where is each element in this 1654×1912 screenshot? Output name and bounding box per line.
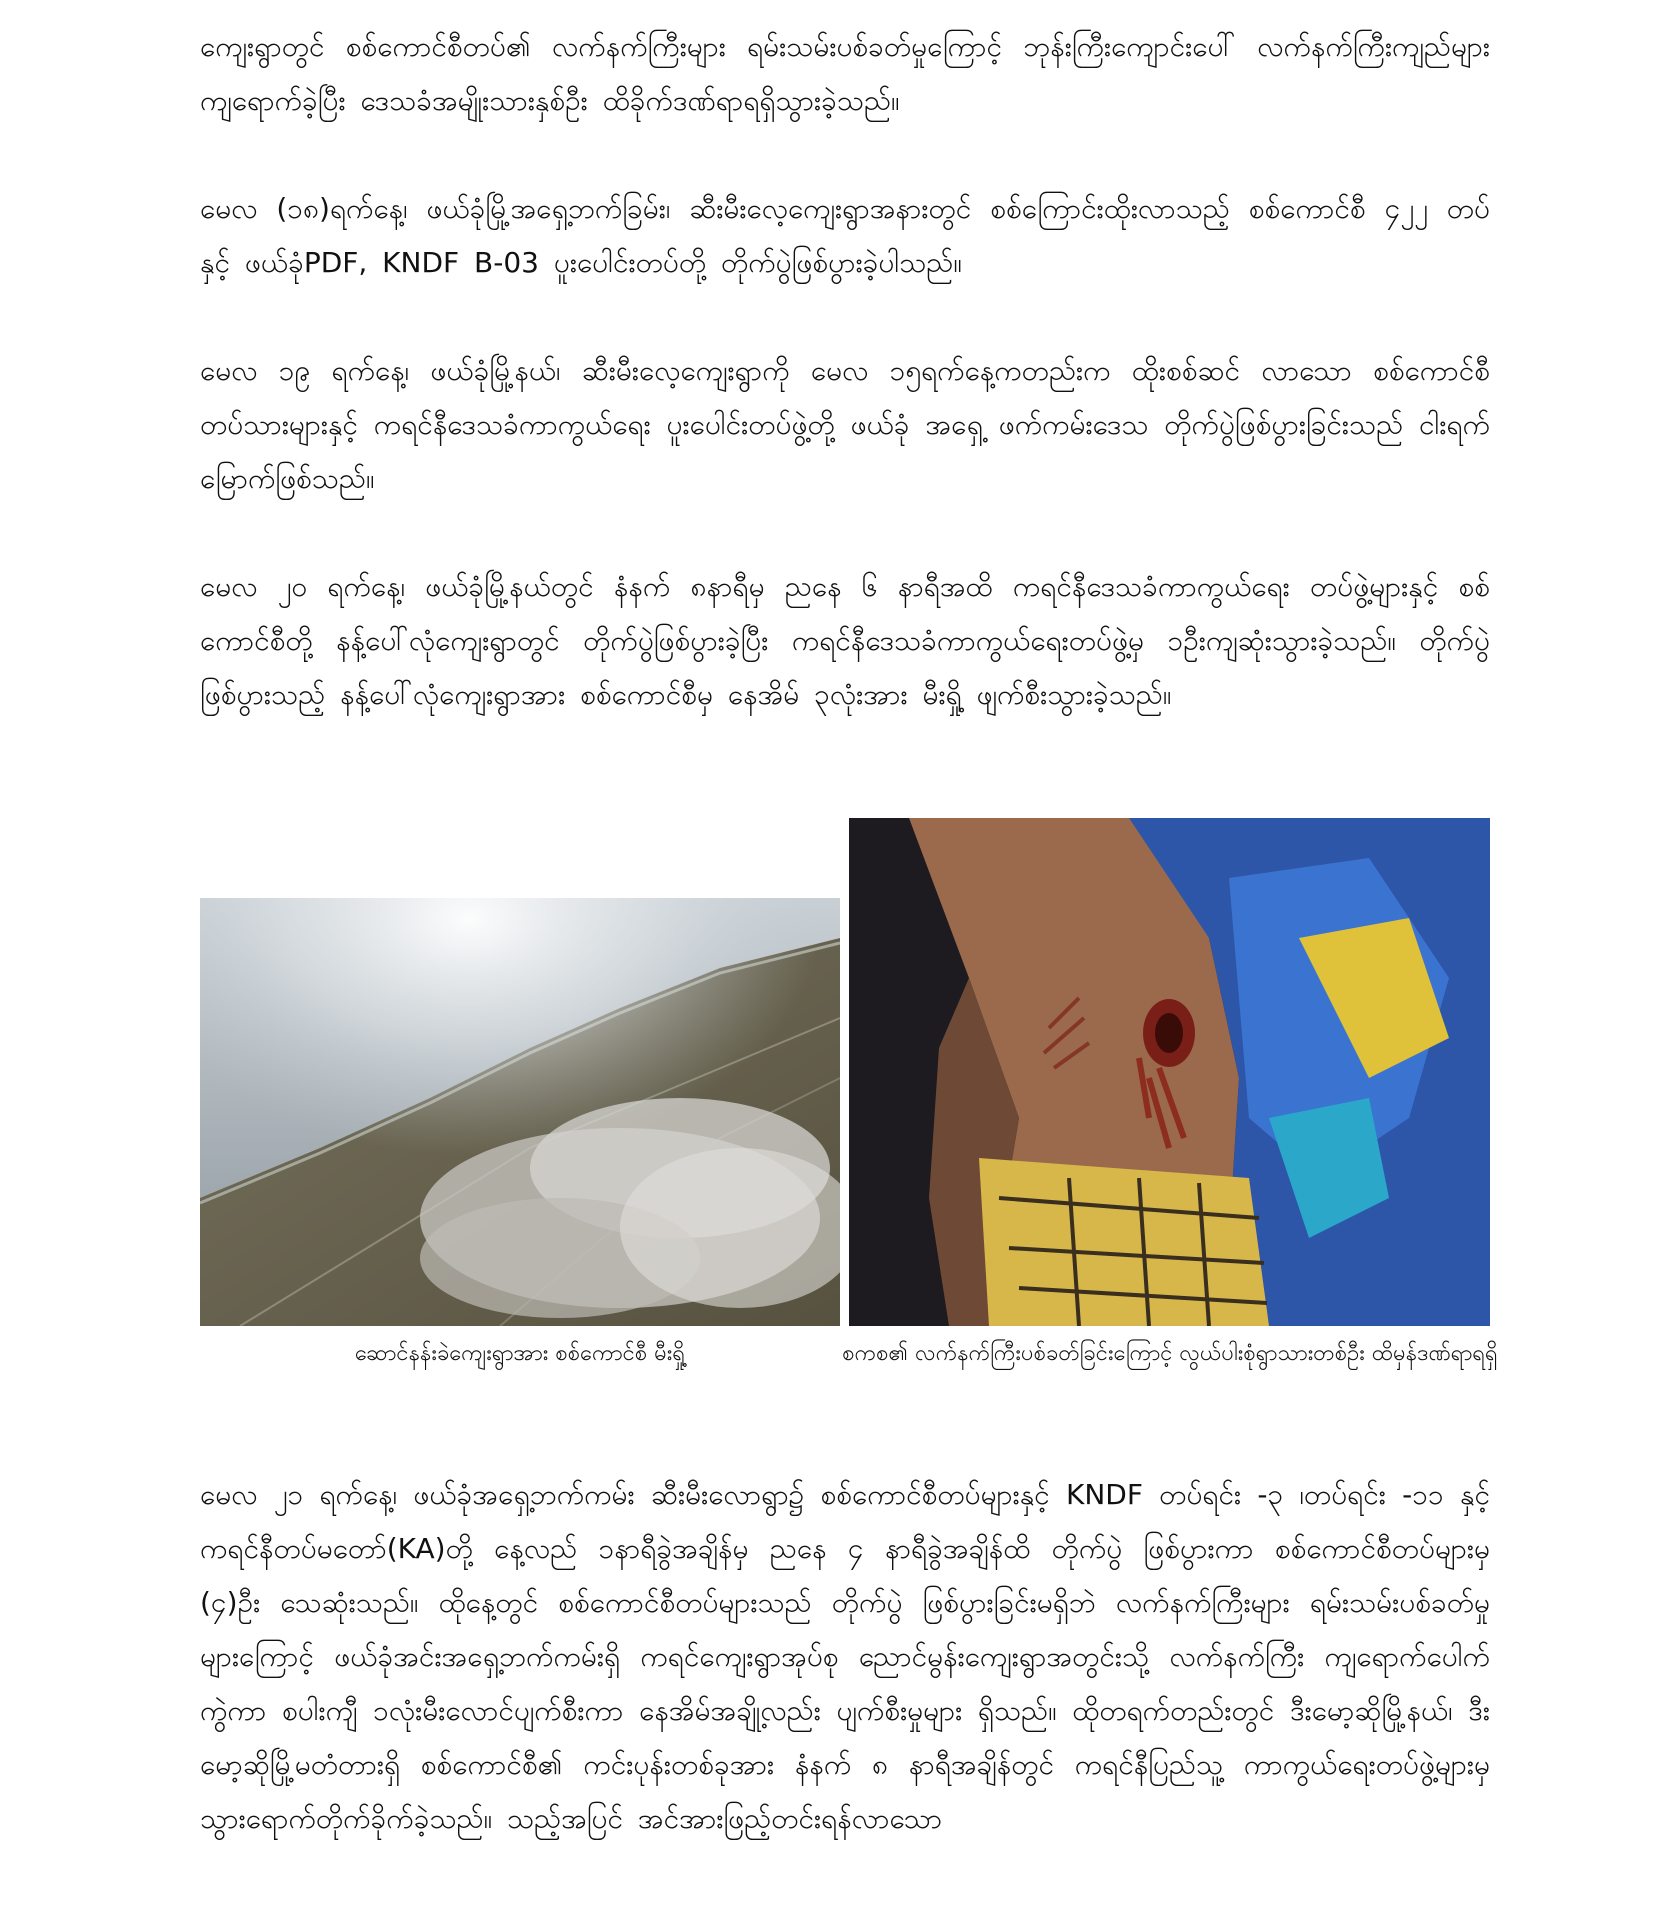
paragraph-1: ကျေးရွာတွင် စစ်ကောင်စီတပ်၏ လက်နက်ကြီးများ ရမ်းသမ်းပစ်ခတ်မှုကြောင့် ဘုန်းကြီးကျောင်းပေါ် လက်နက်ကြီးကျည်များကျရောက်ခဲ့ပြီး ဒေသခံအမျိုးသားနှစ်ဦး ထိခိုက်ဒဏ်ရာရရှိသွားခဲ့သည်။ [200,30,1490,117]
right-photo-caption: စကစ၏ လက်နက်ကြီးပစ်ခတ်ခြင်းကြောင့် လွယ်ပါးစုံရွာသားတစ်ဦး ထိမှန်ဒဏ်ရာရရှိ [842,1341,1498,1366]
paragraph-3: မေလ ၁၉ ရက်နေ့၊ ဖယ်ခုံမြို့နယ်၊ ဆီးမီးလေ့ကျေးရွာကို မေလ ၁၅ရက်နေ့ကတည်းက ထိုးစစ်ဆင် လာသော စစ်ကောင်စီတပ်သားများနှင့် ကရင်နီဒေသခံကာကွယ်ရေး ပူးပေါင်းတပ်ဖွဲ့တို့ ဖယ်ခုံ အရှေ့ ဖက်ကမ်းဒေသ တိုက်ပွဲဖြစ်ပွားခြင်းသည် ငါးရက်မြောက်ဖြစ်သည်။ [200,354,1490,495]
paragraph-5: မေလ ၂၁ ရက်နေ့၊ ဖယ်ခုံအရှေ့ဘက်ကမ်း ဆီးမီးလောရွာ၌ စစ်ကောင်စီတပ်များနှင့် KNDF တပ်ရင်း -၃ ၊တပ်ရင်း -၁၁ နှင့် ကရင်နီတပ်မတော်(KA)တို့ နေ့လည် ၁နာရီခွဲအချိန်မှ ညနေ ၄ နာရီခွဲအချိန်ထိ တိုက်ပွဲ ဖြစ်ပွားကာ စစ်ကောင်စီတပ်များမှ (၄)ဦး သေဆုံးသည်။ ထိုနေ့တွင် စစ်ကောင်စီတပ်များသည် တိုက်ပွဲ ဖြစ်ပွားခြင်းမရှိဘဲ လက်နက်ကြီးများ ရမ်းသမ်းပစ်ခတ်မှုများကြောင့် ဖယ်ခုံအင်းအရှေ့ဘက်ကမ်းရှိ ကရင်ကျေးရွာအုပ်စု ညောင်မွန်းကျေးရွာအတွင်းသို့ လက်နက်ကြီး ကျရောက်ပေါက်ကွဲကာ စပါးကျီ ၁လုံးမီးလောင်ပျက်စီးကာ နေအိမ်အချို့လည်း ပျက်စီးမှုများ ရှိသည်။ ထိုတရက်တည်းတွင် ဒီးမော့ဆိုမြို့နယ်၊ ဒီးမော့ဆိုမြို့မတံတားရှိ စစ်ကောင်စီ၏ ကင်းပုန်းတစ်ခုအား နံနက် ၈ နာရီအချိန်တွင် ကရင်နီပြည်သူ့ ကာကွယ်ရေးတပ်ဖွဲ့များမှ သွားရောက်တိုက်ခိုက်ခဲ့သည်။ သည့်အပြင် အင်အားဖြည့်တင်းရန်လာသော [200,1478,1490,1835]
paragraph-4: မေလ ၂၀ ရက်နေ့၊ ဖယ်ခုံမြို့နယ်တွင် နံနက် ၈နာရီမှ ညနေ ၆ နာရီအထိ ကရင်နီဒေသခံကာကွယ်ရေး တပ်ဖွဲ့များနှင့် စစ်ကောင်စီတို့ နန့်ပေါ်လုံကျေးရွာတွင် တိုက်ပွဲဖြစ်ပွားခဲ့ပြီး ကရင်နီဒေသခံကာကွယ်ရေးတပ်ဖွဲ့မှ ၁ဦးကျဆုံးသွားခဲ့သည်။ တိုက်ပွဲဖြစ်ပွားသည့် နန့်ပေါ်လုံကျေးရွာအား စစ်ကောင်စီမှ နေအိမ် ၃လုံးအား မီးရှို့ ဖျက်စီးသွားခဲ့သည်။ [200,570,1490,711]
figure-row [200,818,1498,1418]
left-photo-caption: ဆောင်နန်းခဲကျေးရွာအား စစ်ကောင်စီ မီးရှို့ [355,1341,685,1366]
paragraph-2: မေလ (၁၈)ရက်နေ့၊ ဖယ်ခုံမြို့အရှေ့ဘက်ခြမ်း၊ ဆီးမီးလေ့ကျေးရွာအနားတွင် စစ်ကြောင်းထိုးလာသည့် စစ်ကောင်စီ ၄၂၂ တပ်နှင့် ဖယ်ခုံPDF, KNDF B-03 ပူးပေါင်းတပ်တို့ တိုက်ပွဲဖြစ်ပွားခဲ့ပါသည်။ [200,192,1490,279]
burning-village-aerial-photo [200,898,840,1326]
injured-villager-photo [849,818,1490,1326]
